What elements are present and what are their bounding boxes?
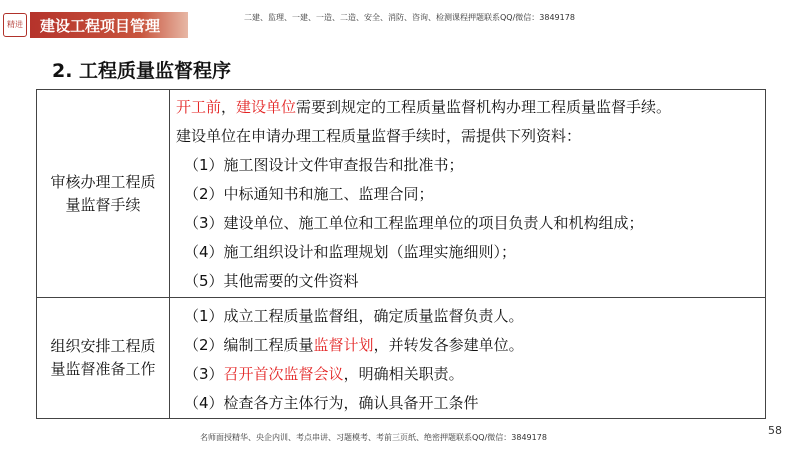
row-content xyxy=(170,90,766,298)
text-line xyxy=(170,209,765,238)
body-text: （2）中标通知书和施工、监理合同； xyxy=(184,185,434,203)
body-text: ，明确相关职责。 xyxy=(343,365,464,383)
bottom-contact-note: 名师面授精华、央企内训、考点串讲、习题模考、考前三页纸、绝密押题联系QQ/微信：3849178 xyxy=(200,433,547,442)
body-text: ， xyxy=(221,98,237,116)
top-contact-note: 二建、监理、一建、一造、二造、安全、消防、咨询、检测课程押题联系QQ/微信：3849178 xyxy=(244,13,575,22)
text-line xyxy=(170,360,765,389)
body-text: ，并转发各参建单位。 xyxy=(373,336,524,354)
text-line xyxy=(170,93,765,122)
brand-logo-badge: 精进 xyxy=(3,13,27,37)
highlight-text: 监督计划 xyxy=(313,336,374,354)
text-line xyxy=(170,151,765,180)
highlight-text: 建设单位 xyxy=(236,98,297,116)
row-label: 组织安排工程质量监督准备工作 xyxy=(37,298,170,419)
body-text: （4）施工组织设计和监理规划（监理实施细则）； xyxy=(184,243,517,261)
page-number: 58 xyxy=(768,424,782,437)
text-line xyxy=(170,302,765,331)
brand-header xyxy=(0,10,188,40)
table-row xyxy=(37,90,766,298)
body-text: 需要到规定的工程质量监督机构办理工程质量监督手续。 xyxy=(296,98,672,116)
body-text: （5）其他需要的文件资料 xyxy=(184,272,359,290)
text-line xyxy=(170,331,765,360)
text-line xyxy=(170,180,765,209)
body-text: （3） xyxy=(184,365,224,383)
body-text: （1）成立工程质量监督组，确定质量监督负责人。 xyxy=(184,307,524,325)
body-text: 建设单位在申请办理工程质量监督手续时，需提供下列资料： xyxy=(176,127,582,145)
brand-title: 建设工程项目管理 xyxy=(30,12,188,38)
row-label: 审核办理工程质量监督手续 xyxy=(37,90,170,298)
procedure-table xyxy=(36,89,766,419)
highlight-text: 召开首次监督会议 xyxy=(223,365,344,383)
body-text: （4）检查各方主体行为，确认具备开工条件 xyxy=(184,394,479,412)
text-line xyxy=(170,267,765,296)
text-line xyxy=(170,238,765,267)
body-text: （1）施工图设计文件审查报告和批准书； xyxy=(184,156,464,174)
page-title: 2. 工程质量监督程序 xyxy=(52,60,232,82)
text-line xyxy=(170,389,765,418)
table-row xyxy=(37,298,766,419)
text-line xyxy=(170,122,765,151)
highlight-text: 开工前 xyxy=(176,98,222,116)
body-text: （2）编制工程质量 xyxy=(184,336,314,354)
row-content xyxy=(170,298,766,419)
body-text: （3）建设单位、施工单位和工程监理单位的项目负责人和机构组成； xyxy=(184,214,644,232)
